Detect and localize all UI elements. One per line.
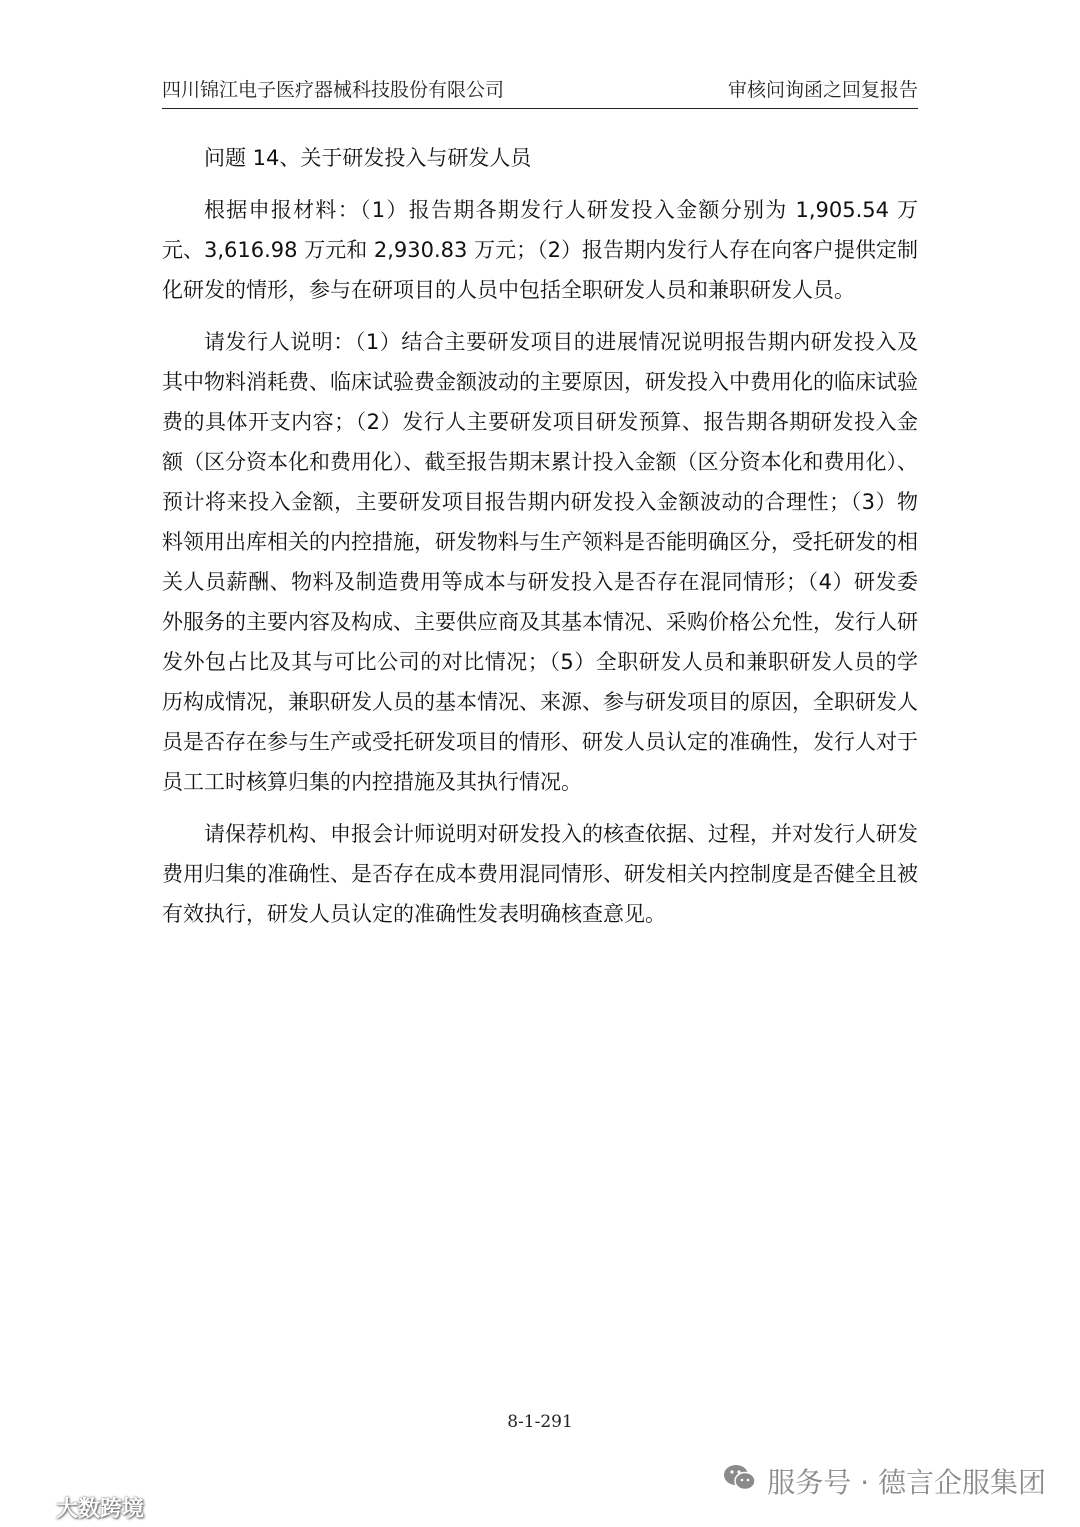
question-title: 问题 14、关于研发投入与研发人员	[204, 146, 532, 170]
watermark-dashu	[6, 1491, 144, 1523]
wechat-icon	[723, 1463, 757, 1500]
page-number: 8-1-291	[507, 1412, 573, 1432]
page-header	[162, 76, 918, 109]
paragraph-background: 根据申报材料：（1）报告期各期发行人研发投入金额分别为 1,905.54 万元、3,616.98 万元和 2,930.83 万元；（2）报告期内发行人存在向客户提供定制化研发的情形，参与在研项目的人员中包括全职研发人员和兼职研发人员。	[162, 198, 918, 302]
watermark-service-account	[723, 1458, 1046, 1504]
header-company-name: 四川锦江电子医疗器械科技股份有限公司	[162, 79, 505, 101]
paragraph-sponsor-requests: 请保荐机构、申报会计师说明对研发投入的核查依据、过程，并对发行人研发费用归集的准确性、是否存在成本费用混同情形、研发相关内控制度是否健全且被有效执行，研发人员认定的准确性发表明确核查意见。	[162, 822, 918, 926]
watermark-dashu-text: 大数跨境	[56, 1496, 145, 1522]
document-body	[162, 138, 918, 934]
header-report-title: 审核问询函之回复报告	[727, 79, 918, 101]
weibo-icon	[6, 1492, 50, 1522]
watermark-service-text: 服务号 · 德言企服集团	[767, 1466, 1046, 1499]
paragraph-issuer-requests: 请发行人说明：（1）结合主要研发项目的进展情况说明报告期内研发投入及其中物料消耗费、临床试验费金额波动的主要原因，研发投入中费用化的临床试验费的具体开支内容；（2）发行人主要研发项目研发预算、报告期各期研发投入金额（区分资本化和费用化）、截至报告期末累计投入金额（区分资本化和费用化）、预计将来投入金额，主要研发项目报告期内研发投入金额波动的合理性；（3）物料领用出库相关的内控措施，研发物料与生产领料是否能明确区分，受托研发的相关人员薪酬、物料及制造费用等成本与研发投入是否存在混同情形；（4）研发委外服务的主要内容及构成、主要供应商及其基本情况、采购价格公允性，发行人研发外包占比及其与可比公司的对比情况；（5）全职研发人员和兼职研发人员的学历构成情况，兼职研发人员的基本情况、来源、参与研发项目的原因，全职研发人员是否存在参与生产或受托研发项目的情形、研发人员认定的准确性，发行人对于员工工时核算归集的内控措施及其执行情况。	[162, 330, 918, 794]
